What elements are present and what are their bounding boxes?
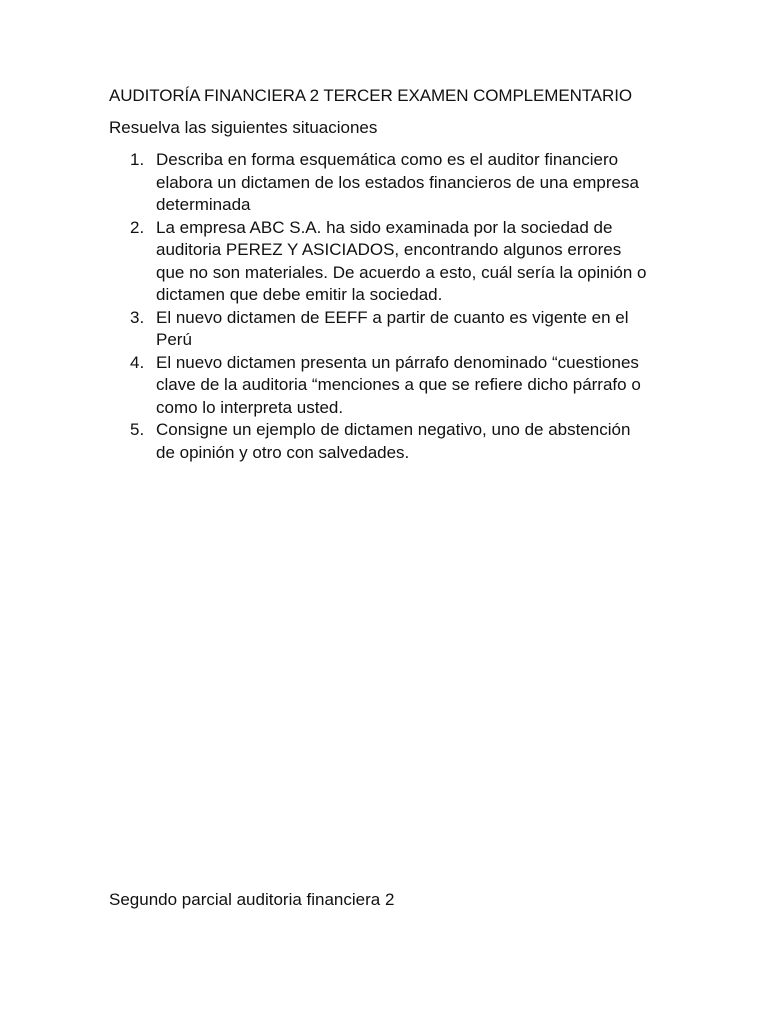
instructions-text: Resuelva las siguientes situaciones [109,118,378,137]
question-text: El nuevo dictamen presenta un párrafo denominado “cuestiones clave de la auditoria “menciones a que se refiere dicho párrafo o como lo interpreta usted. [156,352,641,417]
question-number: 3. [130,307,145,327]
question-text: El nuevo dictamen de EEFF a partir de cuanto es vigente en el Perú [156,307,629,349]
question-item-5 [130,419,650,464]
document-title: AUDITORÍA FINANCIERA 2 TERCER EXAMEN COMPLEMENTARIO [109,86,632,105]
question-number: 5. [130,420,145,439]
footer-note: Segundo parcial auditoria financiera 2 [109,890,395,909]
question-list [130,149,650,464]
question-item-2 [130,217,650,307]
question-text: Consigne un ejemplo de dictamen negativo, uno de abstención de opinión y otro con salvedades. [156,420,631,462]
question-text: La empresa ABC S.A. ha sido examinada por la sociedad de auditoria PEREZ Y ASICIADOS, encontrando algunos errores que no son materiales. De acuerdo a esto, cuál sería la opinión o dictamen que debe emitir la sociedad. [156,217,647,304]
question-number: 4. [130,352,145,372]
question-number: 2. [130,217,145,237]
question-item-1 [130,149,650,217]
question-item-4 [130,352,650,420]
question-item-3 [130,307,650,352]
question-number: 1. [130,150,145,169]
question-text: Describa en forma esquemática como es el auditor financiero elabora un dictamen de los estados financieros de una empresa determinada [156,150,639,214]
